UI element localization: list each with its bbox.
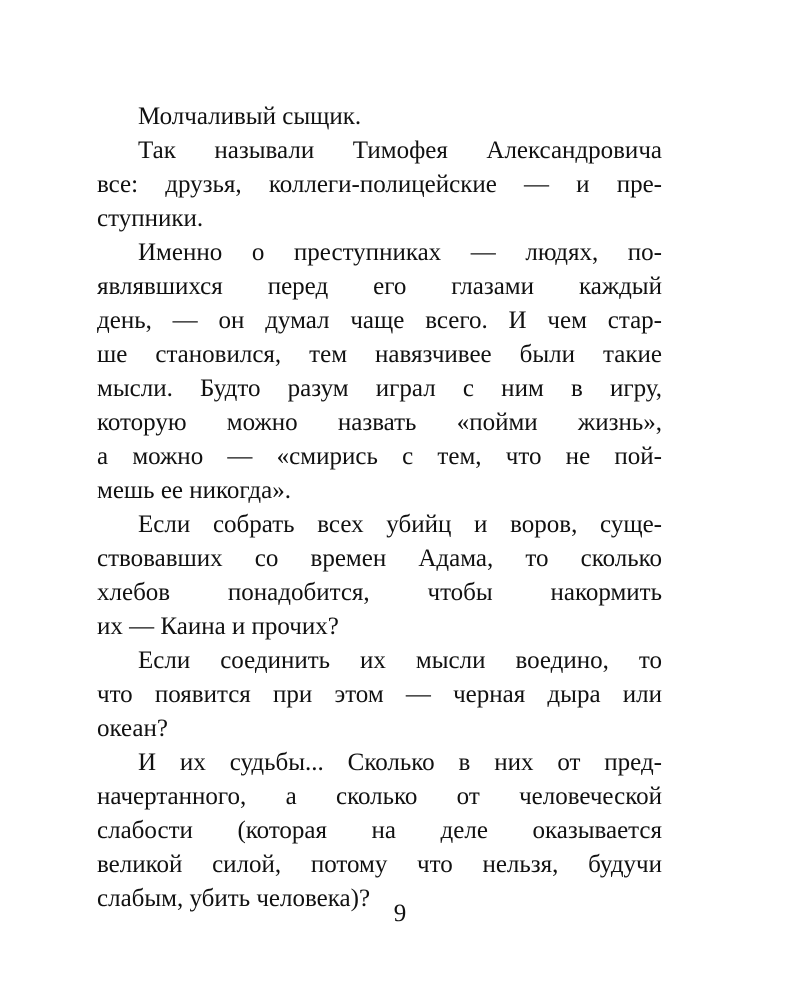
paragraph-line: слабым, убить человека)? <box>97 885 371 912</box>
page-number: 9 <box>393 900 407 927</box>
paragraph-line: что появится при этом — черная дыра или <box>97 681 662 708</box>
paragraph-line: И их судьбы... Сколько в них от пред- <box>138 749 662 776</box>
paragraph-line: слабости (которая на деле оказывается <box>97 817 662 844</box>
paragraph-line: начертанного, а сколько от человеческой <box>97 783 662 810</box>
paragraph-line: ствовавших со времен Адама, то сколько <box>97 545 662 572</box>
paragraph-line: являвшихся перед его глазами каждый <box>97 273 662 300</box>
paragraph-line: океан? <box>97 715 168 742</box>
paragraph-line: а можно — «смирись с тем, что не пой- <box>97 443 662 470</box>
paragraph-line: Молчаливый сыщик. <box>138 103 362 130</box>
paragraph-line: день, — он думал чаще всего. И чем стар- <box>97 307 662 334</box>
paragraph-line: которую можно назвать «пойми жизнь», <box>97 409 662 436</box>
paragraph-line: Если соединить их мысли воедино, то <box>138 647 662 674</box>
paragraph-line: мешь ее никогда». <box>97 477 291 504</box>
paragraph-line: их — Каина и прочих? <box>97 613 339 640</box>
paragraph-line: мысли. Будто разум играл с ним в игру, <box>97 375 662 402</box>
paragraph-line: ступники. <box>97 205 204 232</box>
paragraph-line: ше становился, тем навязчивее были такие <box>97 341 662 368</box>
paragraph-line: хлебов понадобится, чтобы накормить <box>97 579 662 606</box>
paragraph-line: все: друзья, коллеги-полицейские — и пре- <box>97 171 662 198</box>
paragraph-line: Так называли Тимофея Александровича <box>138 137 662 164</box>
paragraph-line: Если собрать всех убийц и воров, суще- <box>138 511 662 538</box>
paragraph-line: великой силой, потому что нельзя, будучи <box>97 851 662 878</box>
paragraph-line: Именно о преступниках — людях, по- <box>138 239 662 266</box>
